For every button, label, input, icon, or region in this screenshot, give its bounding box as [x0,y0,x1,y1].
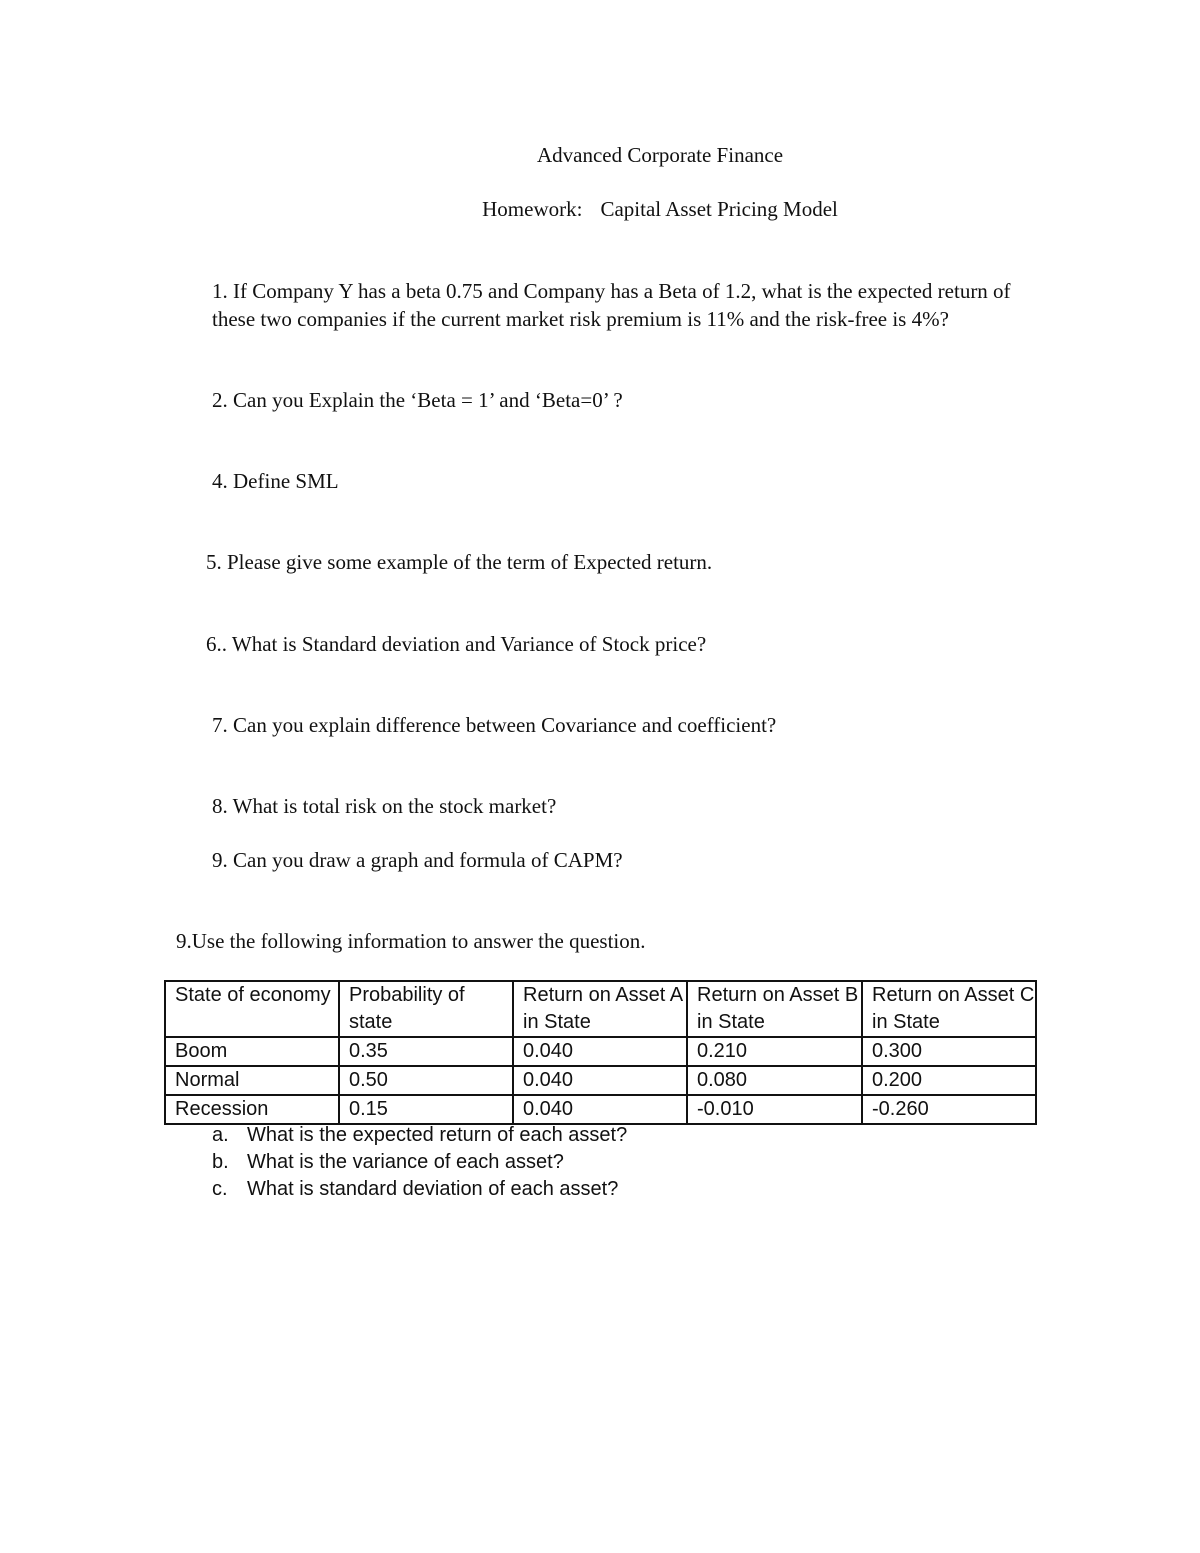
table-cell: 0.040 [513,1037,687,1066]
table-row [165,1037,1036,1066]
table-cell: -0.260 [862,1095,1036,1124]
list-item [212,1122,627,1149]
table-cell: 0.080 [687,1066,862,1095]
homework-topic: Capital Asset Pricing Model [600,197,838,221]
table-cell: Boom [165,1037,339,1066]
sub-question-text: What is standard deviation of each asset? [247,1178,619,1200]
table-cell: 0.040 [513,1095,687,1124]
table-cell: 0.50 [339,1066,513,1095]
sub-question-letter: b. [212,1151,229,1173]
header-probability-of-state: Probability of state [339,981,513,1037]
question-2: 2. Can you Explain the ‘Beta = 1’ and ‘Beta=0’ ? [212,388,623,412]
table-header-row [165,981,1036,1037]
sub-question-text: What is the variance of each asset? [247,1151,564,1173]
list-item [212,1176,627,1203]
table-cell: -0.010 [687,1095,862,1124]
table-cell: Recession [165,1095,339,1124]
question-7: 7. Can you explain difference between Covariance and coefficient? [212,713,777,737]
question-4: 4. Define SML [212,469,339,493]
table-cell: 0.040 [513,1066,687,1095]
question-9-capm: 9. Can you draw a graph and formula of CAPM? [212,848,623,872]
header-return-asset-b: Return on Asset B in State [687,981,862,1037]
table-row [165,1095,1036,1124]
sub-question-list [212,1122,627,1203]
header-state-of-economy: State of economy [165,981,339,1037]
question-9-table-intro: 9.Use the following information to answer the question. [176,929,646,953]
header-return-asset-a: Return on Asset A in State [513,981,687,1037]
homework-label: Homework: [482,197,583,221]
document-title: Advanced Corporate Finance [536,143,784,167]
sub-question-letter: c. [212,1178,228,1200]
table-row [165,1066,1036,1095]
table-cell: 0.35 [339,1037,513,1066]
sub-question-text: What is the expected return of each asset? [247,1124,628,1146]
document-subtitle [0,197,1200,222]
list-item [212,1149,627,1176]
table-cell: 0.210 [687,1037,862,1066]
question-6: 6.. What is Standard deviation and Variance of Stock price? [206,632,707,656]
table-cell: 0.15 [339,1095,513,1124]
table-cell: Normal [165,1066,339,1095]
table-cell: 0.300 [862,1037,1036,1066]
question-1: 1. If Company Y has a beta 0.75 and Company has a Beta of 1.2, what is the expected return of these two companies if the current market risk premium is 11% and the risk-free is 4%? [212,279,1011,331]
table-cell: 0.200 [862,1066,1036,1095]
question-8: 8. What is total risk on the stock market? [212,794,557,818]
sub-question-letter: a. [212,1124,229,1146]
header-return-asset-c: Return on Asset C in State [862,981,1036,1037]
returns-table [164,980,1037,1125]
question-5: 5. Please give some example of the term of Expected return. [206,550,713,574]
